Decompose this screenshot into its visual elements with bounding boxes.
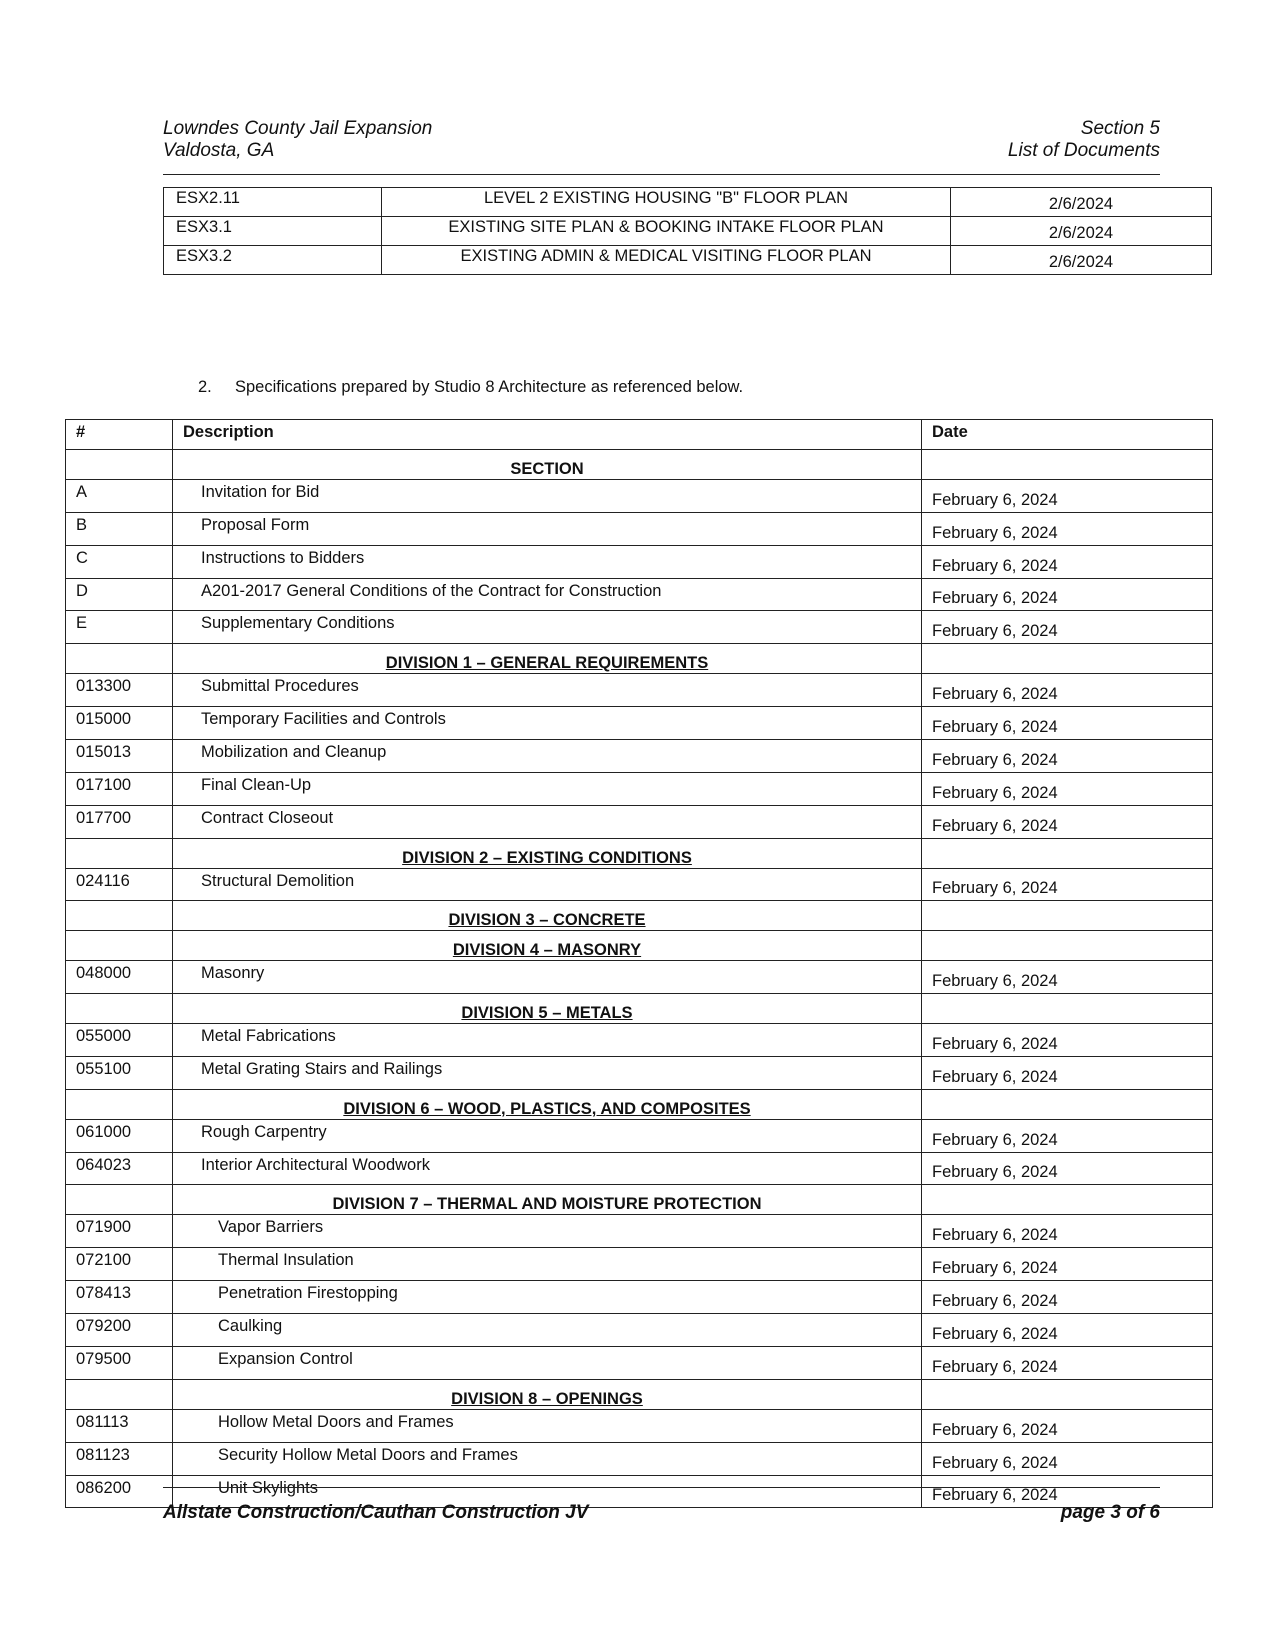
section-heading-text: SECTION bbox=[510, 459, 584, 478]
table-row bbox=[66, 805, 1213, 838]
spec-header-row bbox=[66, 420, 1213, 450]
spec-description: Masonry bbox=[173, 961, 922, 994]
section-heading-text: DIVISION 8 – OPENINGS bbox=[451, 1389, 643, 1408]
spec-description: Interior Architectural Woodwork bbox=[173, 1152, 922, 1185]
table-row bbox=[66, 1152, 1213, 1185]
section-heading-text: DIVISION 6 – WOOD, PLASTICS, AND COMPOSITES bbox=[343, 1099, 751, 1118]
section-heading-text: DIVISION 3 – CONCRETE bbox=[448, 911, 646, 930]
section-heading-row bbox=[66, 1185, 1213, 1215]
spec-number: 013300 bbox=[66, 674, 173, 707]
table-row bbox=[66, 1119, 1213, 1152]
spec-description: Instructions to Bidders bbox=[173, 545, 922, 578]
spec-description: Penetration Firestopping bbox=[173, 1281, 922, 1314]
table-row bbox=[66, 1024, 1213, 1057]
spec-date: February 6, 2024 bbox=[922, 479, 1213, 512]
table-row bbox=[66, 740, 1213, 773]
drawing-date: 2/6/2024 bbox=[951, 217, 1212, 246]
spec-description: Thermal Insulation bbox=[173, 1248, 922, 1281]
table-row bbox=[66, 611, 1213, 644]
drawing-date: 2/6/2024 bbox=[951, 246, 1212, 275]
spec-date: February 6, 2024 bbox=[922, 1119, 1213, 1152]
empty-number-cell bbox=[66, 901, 173, 931]
spec-number: 061000 bbox=[66, 1119, 173, 1152]
empty-date-cell bbox=[922, 1089, 1213, 1119]
spec-intro bbox=[198, 378, 743, 397]
section-heading-row bbox=[66, 838, 1213, 868]
empty-number-cell bbox=[66, 838, 173, 868]
section-heading-row bbox=[66, 901, 1213, 931]
spec-date: February 6, 2024 bbox=[922, 1056, 1213, 1089]
empty-number-cell bbox=[66, 644, 173, 674]
spec-description: A201-2017 General Conditions of the Contract for Construction bbox=[173, 578, 922, 611]
project-info bbox=[163, 118, 432, 162]
spec-number: 086200 bbox=[66, 1475, 173, 1508]
table-row bbox=[66, 772, 1213, 805]
table-row bbox=[66, 1281, 1213, 1314]
empty-date-cell bbox=[922, 901, 1213, 931]
spec-description: Unit Skylights bbox=[173, 1475, 922, 1508]
drawing-number: ESX2.11 bbox=[164, 188, 382, 217]
section-heading bbox=[173, 931, 922, 961]
section-heading bbox=[173, 901, 922, 931]
page-header bbox=[163, 118, 1160, 175]
spec-date: February 6, 2024 bbox=[922, 545, 1213, 578]
spec-date: February 6, 2024 bbox=[922, 772, 1213, 805]
spec-number: C bbox=[66, 545, 173, 578]
section-heading-row bbox=[66, 450, 1213, 480]
empty-date-cell bbox=[922, 931, 1213, 961]
spec-date: February 6, 2024 bbox=[922, 707, 1213, 740]
spec-number: B bbox=[66, 512, 173, 545]
drawing-date: 2/6/2024 bbox=[951, 188, 1212, 217]
empty-date-cell bbox=[922, 1379, 1213, 1409]
drawings-table-body bbox=[164, 188, 1212, 275]
spec-number: 064023 bbox=[66, 1152, 173, 1185]
spec-date: February 6, 2024 bbox=[922, 1248, 1213, 1281]
footer-company: Allstate Construction/Cauthan Construction JV bbox=[163, 1502, 589, 1523]
spec-date: February 6, 2024 bbox=[922, 611, 1213, 644]
spec-description: Submittal Procedures bbox=[173, 674, 922, 707]
drawing-number: ESX3.1 bbox=[164, 217, 382, 246]
table-row bbox=[66, 479, 1213, 512]
table-row bbox=[66, 674, 1213, 707]
section-heading bbox=[173, 450, 922, 480]
spec-number: 081113 bbox=[66, 1409, 173, 1442]
spec-description: Expansion Control bbox=[173, 1346, 922, 1379]
spec-number: 024116 bbox=[66, 868, 173, 901]
spec-description: Invitation for Bid bbox=[173, 479, 922, 512]
section-title: List of Documents bbox=[1007, 140, 1160, 161]
empty-date-cell bbox=[922, 1185, 1213, 1215]
spec-description: Metal Fabrications bbox=[173, 1024, 922, 1057]
section-heading-row bbox=[66, 994, 1213, 1024]
page-number: page 3 of 6 bbox=[1060, 1502, 1160, 1523]
section-heading-row bbox=[66, 931, 1213, 961]
section-heading-row bbox=[66, 1379, 1213, 1409]
header-description: Description bbox=[173, 420, 922, 450]
spec-number: 048000 bbox=[66, 961, 173, 994]
spec-number: 017700 bbox=[66, 805, 173, 838]
table-row bbox=[66, 1346, 1213, 1379]
spec-description: Contract Closeout bbox=[173, 805, 922, 838]
spec-description: Final Clean-Up bbox=[173, 772, 922, 805]
drawing-title: EXISTING ADMIN & MEDICAL VISITING FLOOR PLAN bbox=[382, 246, 951, 275]
section-heading bbox=[173, 644, 922, 674]
spec-number: 072100 bbox=[66, 1248, 173, 1281]
empty-number-cell bbox=[66, 931, 173, 961]
spec-number: 055100 bbox=[66, 1056, 173, 1089]
spec-description: Security Hollow Metal Doors and Frames bbox=[173, 1442, 922, 1475]
specifications-table-body bbox=[66, 450, 1213, 1508]
spec-date: February 6, 2024 bbox=[922, 1409, 1213, 1442]
table-row bbox=[66, 1409, 1213, 1442]
header-date: Date bbox=[922, 420, 1213, 450]
empty-number-cell bbox=[66, 450, 173, 480]
intro-text: Specifications prepared by Studio 8 Architecture as referenced below. bbox=[235, 378, 744, 396]
empty-number-cell bbox=[66, 1089, 173, 1119]
spec-number: 017100 bbox=[66, 772, 173, 805]
section-heading bbox=[173, 1185, 922, 1215]
spec-description: Hollow Metal Doors and Frames bbox=[173, 1409, 922, 1442]
spec-date: February 6, 2024 bbox=[922, 674, 1213, 707]
spec-number: 079200 bbox=[66, 1314, 173, 1347]
spec-date: February 6, 2024 bbox=[922, 1442, 1213, 1475]
table-row bbox=[66, 961, 1213, 994]
spec-date: February 6, 2024 bbox=[922, 512, 1213, 545]
section-heading-text: DIVISION 1 – GENERAL REQUIREMENTS bbox=[385, 654, 709, 673]
spec-description: Caulking bbox=[173, 1314, 922, 1347]
spec-date: February 6, 2024 bbox=[922, 740, 1213, 773]
spec-date: February 6, 2024 bbox=[922, 805, 1213, 838]
specifications-table bbox=[65, 419, 1213, 1508]
empty-date-cell bbox=[922, 450, 1213, 480]
spec-description: Vapor Barriers bbox=[173, 1215, 922, 1248]
project-name: Lowndes County Jail Expansion bbox=[163, 118, 433, 139]
empty-number-cell bbox=[66, 994, 173, 1024]
table-row bbox=[66, 1442, 1213, 1475]
spec-description: Proposal Form bbox=[173, 512, 922, 545]
empty-date-cell bbox=[922, 644, 1213, 674]
drawing-row bbox=[164, 246, 1212, 275]
spec-number: E bbox=[66, 611, 173, 644]
spec-date: February 6, 2024 bbox=[922, 1215, 1213, 1248]
table-row bbox=[66, 707, 1213, 740]
spec-number: 015000 bbox=[66, 707, 173, 740]
spec-description: Metal Grating Stairs and Railings bbox=[173, 1056, 922, 1089]
spec-number: 081123 bbox=[66, 1442, 173, 1475]
project-location: Valdosta, GA bbox=[163, 140, 275, 161]
spec-number: A bbox=[66, 479, 173, 512]
empty-date-cell bbox=[922, 838, 1213, 868]
section-number: Section 5 bbox=[1080, 118, 1160, 139]
section-heading bbox=[173, 1089, 922, 1119]
section-heading-text: DIVISION 2 – EXISTING CONDITIONS bbox=[402, 848, 692, 867]
section-heading bbox=[173, 1379, 922, 1409]
section-heading-row bbox=[66, 644, 1213, 674]
spec-description: Rough Carpentry bbox=[173, 1119, 922, 1152]
section-heading-row bbox=[66, 1089, 1213, 1119]
spec-date: February 6, 2024 bbox=[922, 1314, 1213, 1347]
intro-number: 2. bbox=[198, 378, 212, 396]
table-row bbox=[66, 1248, 1213, 1281]
section-heading bbox=[173, 994, 922, 1024]
table-row bbox=[66, 1215, 1213, 1248]
drawings-table bbox=[163, 187, 1212, 275]
spec-number: 079500 bbox=[66, 1346, 173, 1379]
empty-number-cell bbox=[66, 1379, 173, 1409]
table-row bbox=[66, 545, 1213, 578]
spec-date: February 6, 2024 bbox=[922, 868, 1213, 901]
header-number: # bbox=[66, 420, 173, 450]
section-heading bbox=[173, 838, 922, 868]
drawing-title: EXISTING SITE PLAN & BOOKING INTAKE FLOOR PLAN bbox=[382, 217, 951, 246]
table-row bbox=[66, 512, 1213, 545]
drawing-title: LEVEL 2 EXISTING HOUSING "B" FLOOR PLAN bbox=[382, 188, 951, 217]
section-heading-text: DIVISION 4 – MASONRY bbox=[452, 941, 642, 960]
spec-date: February 6, 2024 bbox=[922, 1024, 1213, 1057]
spec-number: 015013 bbox=[66, 740, 173, 773]
drawing-row bbox=[164, 188, 1212, 217]
drawing-number: ESX3.2 bbox=[164, 246, 382, 275]
spec-number: 078413 bbox=[66, 1281, 173, 1314]
spec-date: February 6, 2024 bbox=[922, 578, 1213, 611]
section-heading-text: DIVISION 5 – METALS bbox=[461, 1004, 633, 1023]
page-footer bbox=[163, 1487, 1160, 1524]
table-row bbox=[66, 1056, 1213, 1089]
spec-description: Temporary Facilities and Controls bbox=[173, 707, 922, 740]
drawing-row bbox=[164, 217, 1212, 246]
empty-number-cell bbox=[66, 1185, 173, 1215]
table-row bbox=[66, 868, 1213, 901]
table-row bbox=[66, 1314, 1213, 1347]
spec-number: D bbox=[66, 578, 173, 611]
spec-description: Supplementary Conditions bbox=[173, 611, 922, 644]
spec-description: Structural Demolition bbox=[173, 868, 922, 901]
empty-date-cell bbox=[922, 994, 1213, 1024]
spec-date: February 6, 2024 bbox=[922, 1475, 1213, 1508]
spec-number: 071900 bbox=[66, 1215, 173, 1248]
spec-date: February 6, 2024 bbox=[922, 1281, 1213, 1314]
section-heading-text: DIVISION 7 – THERMAL AND MOISTURE PROTECTION bbox=[332, 1195, 762, 1214]
table-row bbox=[66, 578, 1213, 611]
spec-date: February 6, 2024 bbox=[922, 961, 1213, 994]
section-info bbox=[1008, 118, 1160, 162]
spec-date: February 6, 2024 bbox=[922, 1152, 1213, 1185]
spec-number: 055000 bbox=[66, 1024, 173, 1057]
spec-description: Mobilization and Cleanup bbox=[173, 740, 922, 773]
spec-date: February 6, 2024 bbox=[922, 1346, 1213, 1379]
